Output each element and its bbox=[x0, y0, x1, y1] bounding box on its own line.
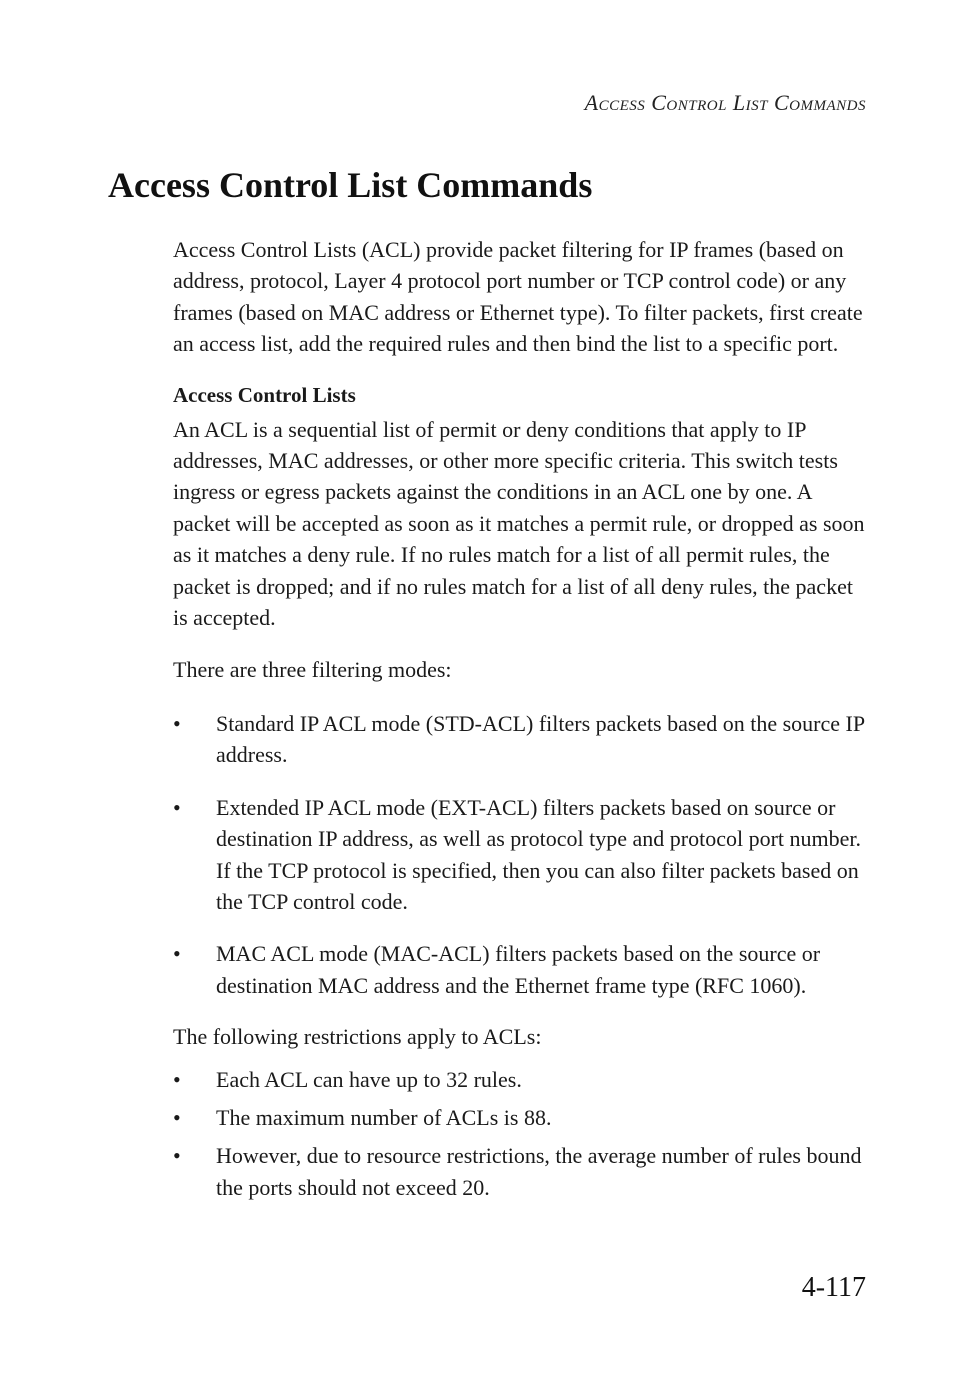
restrictions-list bbox=[173, 1064, 873, 1204]
list-item-text: The maximum number of ACLs is 88. bbox=[216, 1104, 552, 1130]
list-item-text: Standard IP ACL mode (STD-ACL) filters packets based on the source IP address. bbox=[216, 710, 865, 768]
list-item bbox=[173, 1102, 873, 1133]
filtering-modes-list bbox=[173, 708, 873, 1001]
section-heading: Access Control Lists bbox=[173, 382, 356, 407]
running-header: Access Control List Commands bbox=[584, 90, 866, 115]
list-item bbox=[173, 708, 873, 771]
bullet-icon: • bbox=[173, 794, 181, 820]
list-item-text: MAC ACL mode (MAC-ACL) filters packets based on the source or destination MAC address and the Ethernet frame type (RFC 1060). bbox=[216, 941, 821, 998]
section-paragraph: An ACL is a sequential list of permit or deny conditions that apply to IP addresses, MAC addresses, or other more specific criteria. This switch tests ingress or egress packets against the conditions in an ACL one by one. A packet will be accepted as soon as it matches a permit rule, or dropped as soon as it matches a deny rule. If no rules match for a list of all permit rules, the packet is dropped; and if no rules match for a list of all deny rules, the packet is accepted. bbox=[173, 416, 865, 631]
bullet-icon: • bbox=[173, 941, 181, 967]
bullet-icon: • bbox=[173, 1143, 181, 1169]
page-number: 4-117 bbox=[801, 1272, 866, 1303]
intro-paragraph: Access Control Lists (ACL) provide packet filtering for IP frames (based on address, protocol, Layer 4 protocol port number or TCP control code) or any frames (based on MAC address or Ethernet type). To filter packets, first create an access list, add the required rules and then bind the list to a specific port. bbox=[173, 237, 863, 357]
bullet-icon: • bbox=[173, 710, 181, 736]
list-item-text: Extended IP ACL mode (EXT-ACL) filters packets based on source or destination IP address, as well as protocol type and protocol port number. If the TCP protocol is specified, then you can also filter packets based on the TCP control code. bbox=[216, 794, 861, 914]
list-item bbox=[173, 1064, 873, 1095]
list-item bbox=[173, 792, 873, 918]
list-item-text: Each ACL can have up to 32 rules. bbox=[216, 1066, 522, 1092]
page-title: Access Control List Commands bbox=[108, 165, 593, 205]
restrictions-intro: The following restrictions apply to ACLs: bbox=[173, 1024, 542, 1050]
page-content bbox=[173, 234, 873, 1210]
bullet-icon: • bbox=[173, 1104, 181, 1130]
list-item bbox=[173, 938, 873, 1001]
list-item-text: However, due to resource restrictions, the average number of rules bound the ports should not exceed 20. bbox=[216, 1143, 862, 1200]
bullet-icon: • bbox=[173, 1066, 181, 1092]
modes-intro: There are three filtering modes: bbox=[173, 657, 452, 683]
list-item bbox=[173, 1140, 873, 1203]
